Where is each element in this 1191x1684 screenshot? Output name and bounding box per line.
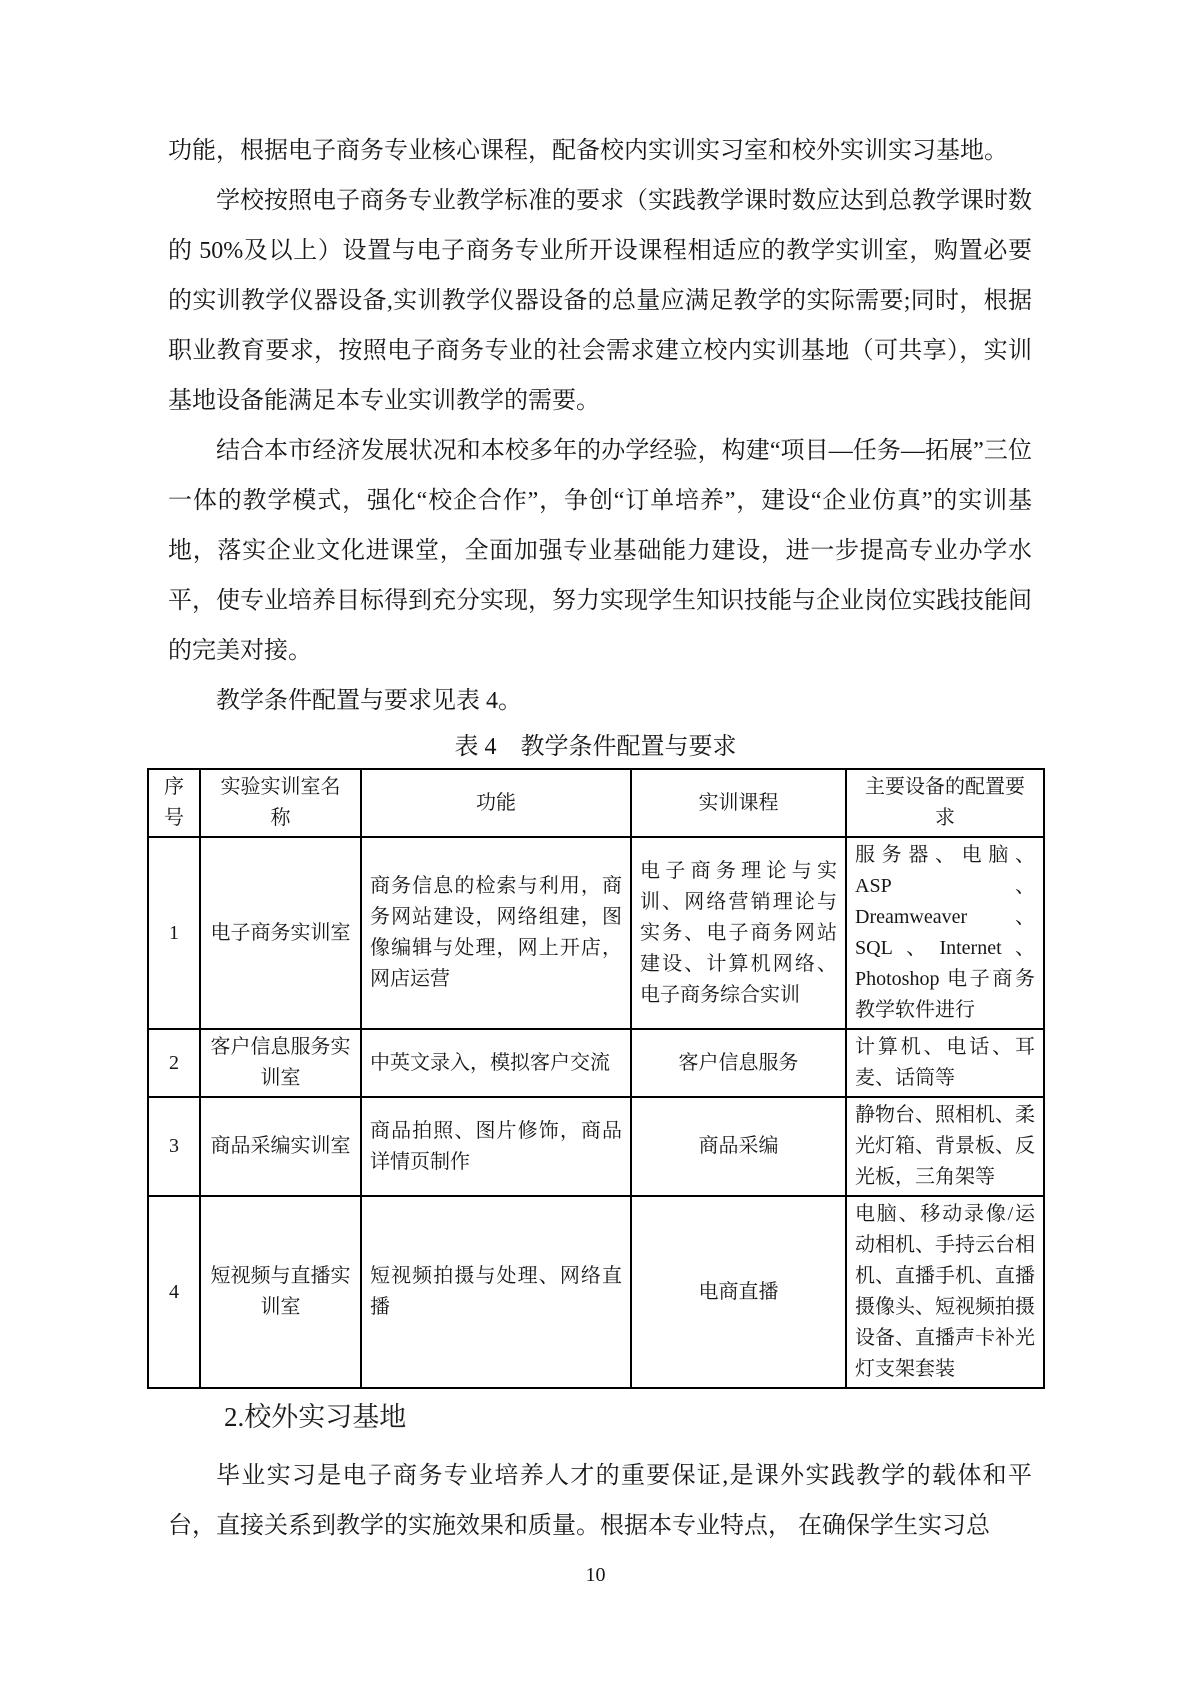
cell-number: 2 [148,1029,200,1097]
teaching-conditions-table [147,768,1045,1389]
cell-equipment: 电脑、移动录像/运动相机、手持云台相机、直播手机、直播摄像头、短视频拍摄设备、直播声卡补光灯支架套装 [846,1196,1044,1388]
paragraph-1: 功能，根据电子商务专业核心课程，配备校内实训实习室和校外实训实习基地。 [168,138,1008,164]
cell-function: 中英文录入，模拟客户交流 [361,1029,631,1097]
cell-function: 商务信息的检索与利用，商务网站建设，网络组建，图像编辑与处理，网上开店，网店运营 [361,837,631,1029]
page-number: 10 [585,1564,606,1586]
cell-equipment: 静物台、照相机、柔光灯箱、背景板、反光板，三角架等 [846,1097,1044,1196]
cell-courses: 商品采编 [631,1097,846,1196]
paragraph-4-table-reference: 教学条件配置与要求见表 4。 [216,688,522,714]
cell-number: 4 [148,1196,200,1388]
cell-equipment: 计算机、电话、耳麦、话筒等 [846,1029,1044,1097]
cell-room-name: 商品采编实训室 [200,1097,361,1196]
cell-courses: 电子商务理论与实训、网络营销理论与实务、电子商务网站建设、计算机网络、电子商务综合实训 [631,837,846,1029]
header-cell-number: 序号 [148,769,200,837]
closing-text-block [168,1437,1032,1551]
cell-function: 商品拍照、图片修饰，商品详情页制作 [361,1097,631,1196]
table-row-1 [148,837,1044,1029]
header-cell-equipment: 主要设备的配置要求 [846,769,1044,837]
paragraph-2: 学校按照电子商务专业教学标准的要求（实践教学课时数应达到总教学课时数的 50%及以上）设置与电子商务专业所开设课程相适应的教学实训室，购置必要的实训教学仪器设备,实训教学仪器设备的总量应满足教学的实际需要;同时，根据职业教育要求，按照电子商务专业的社会需求建立校内实训基地（可共享），实训基地设备能满足本专业实训教学的需要。 [168,188,1032,414]
cell-room-name: 电子商务实训室 [200,837,361,1029]
table-header-row [148,769,1044,837]
cell-room-name: 短视频与直播实训室 [200,1196,361,1388]
cell-function: 短视频拍摄与处理、网络直播 [361,1196,631,1388]
closing-paragraph: 毕业实习是电子商务专业培养人才的重要保证,是课外实践教学的载体和平台，直接关系到教学的实施效果和质量。根据本专业特点， 在确保学生实习总 [168,1463,1032,1539]
cell-equipment: 服务器、电脑、ASP、Dreamweaver、SQL、Internet、Photoshop 电子商务教学软件进行 [846,837,1044,1029]
header-cell-function: 功能 [361,769,631,837]
table-row-2 [148,1029,1044,1097]
table-row-3 [148,1097,1044,1196]
cell-number: 1 [148,837,200,1029]
paragraph-3: 结合本市经济发展状况和本校多年的办学经验，构建“项目—任务—拓展”三位一体的教学模式，强化“校企合作”，争创“订单培养”，建设“企业仿真”的实训基地，落实企业文化进课堂，全面加强专业基础能力建设，进一步提高专业办学水平，使专业培养目标得到充分实现，努力实现学生知识技能与企业岗位实践技能间的完美对接。 [168,438,1032,664]
cell-courses: 客户信息服务 [631,1029,846,1097]
body-text-block [168,0,1032,726]
section-heading: 2.校外实习基地 [224,1402,407,1432]
header-cell-courses: 实训课程 [631,769,846,837]
header-cell-room-name: 实验实训室名称 [200,769,361,837]
table-row-4 [148,1196,1044,1388]
table-title: 表 4 教学条件配置与要求 [454,734,737,760]
cell-number: 3 [148,1097,200,1196]
cell-room-name: 客户信息服务实训室 [200,1029,361,1097]
cell-courses: 电商直播 [631,1196,846,1388]
